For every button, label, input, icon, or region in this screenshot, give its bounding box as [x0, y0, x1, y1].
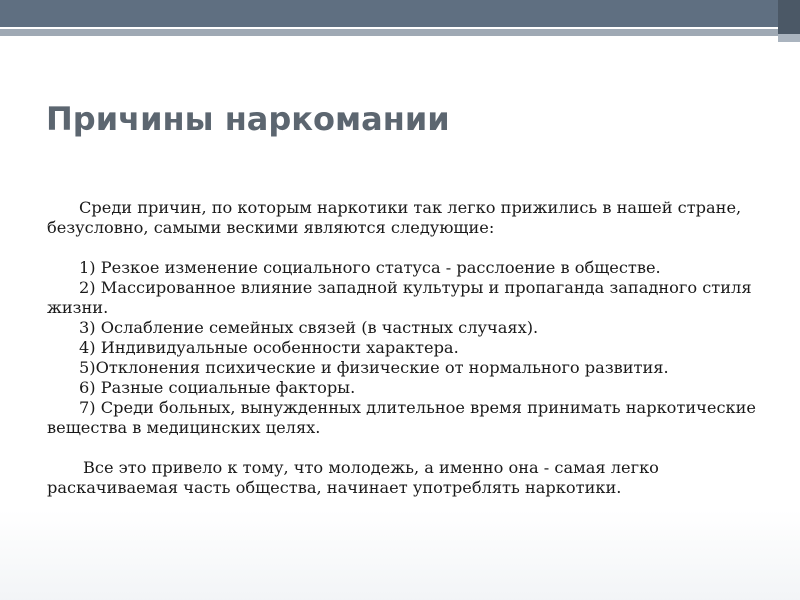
slide-title: Причины наркомании — [46, 100, 450, 138]
bottom-shade — [0, 510, 800, 600]
reason-item: 1) Резкое изменение социального статуса - расслоение в обществе. — [79, 258, 661, 277]
reason-item: 5)Отклонения психические и физические от нормального развития. — [79, 358, 669, 377]
conclusion-paragraph: Все это привело к тому, что молодежь, а именно она - самая легко раскачиваемая часть общества, начинает употреблять наркотики. — [47, 458, 659, 497]
corner-accent-light — [778, 34, 800, 42]
reason-item: 7) Среди больных, вынужденных длительное время принимать наркотические вещества в медицинских целях. — [47, 398, 757, 437]
reason-item: 3) Ослабление семейных связей (в частных случаях). — [79, 318, 539, 337]
intro-paragraph: Среди причин, по которым наркотики так легко прижились в нашей стране, безусловно, самыми вескими являются следующие: — [47, 198, 742, 237]
header-band — [0, 0, 800, 27]
corner-accent-dark — [778, 0, 800, 34]
slide-body — [47, 198, 767, 498]
reason-item: 2) Массированное влияние западной культуры и пропаганда западного стиля жизни. — [47, 278, 752, 317]
header-stripe — [0, 29, 778, 36]
reason-item: 6) Разные социальные факторы. — [79, 378, 356, 397]
reason-item: 4) Индивидуальные особенности характера. — [79, 338, 459, 357]
